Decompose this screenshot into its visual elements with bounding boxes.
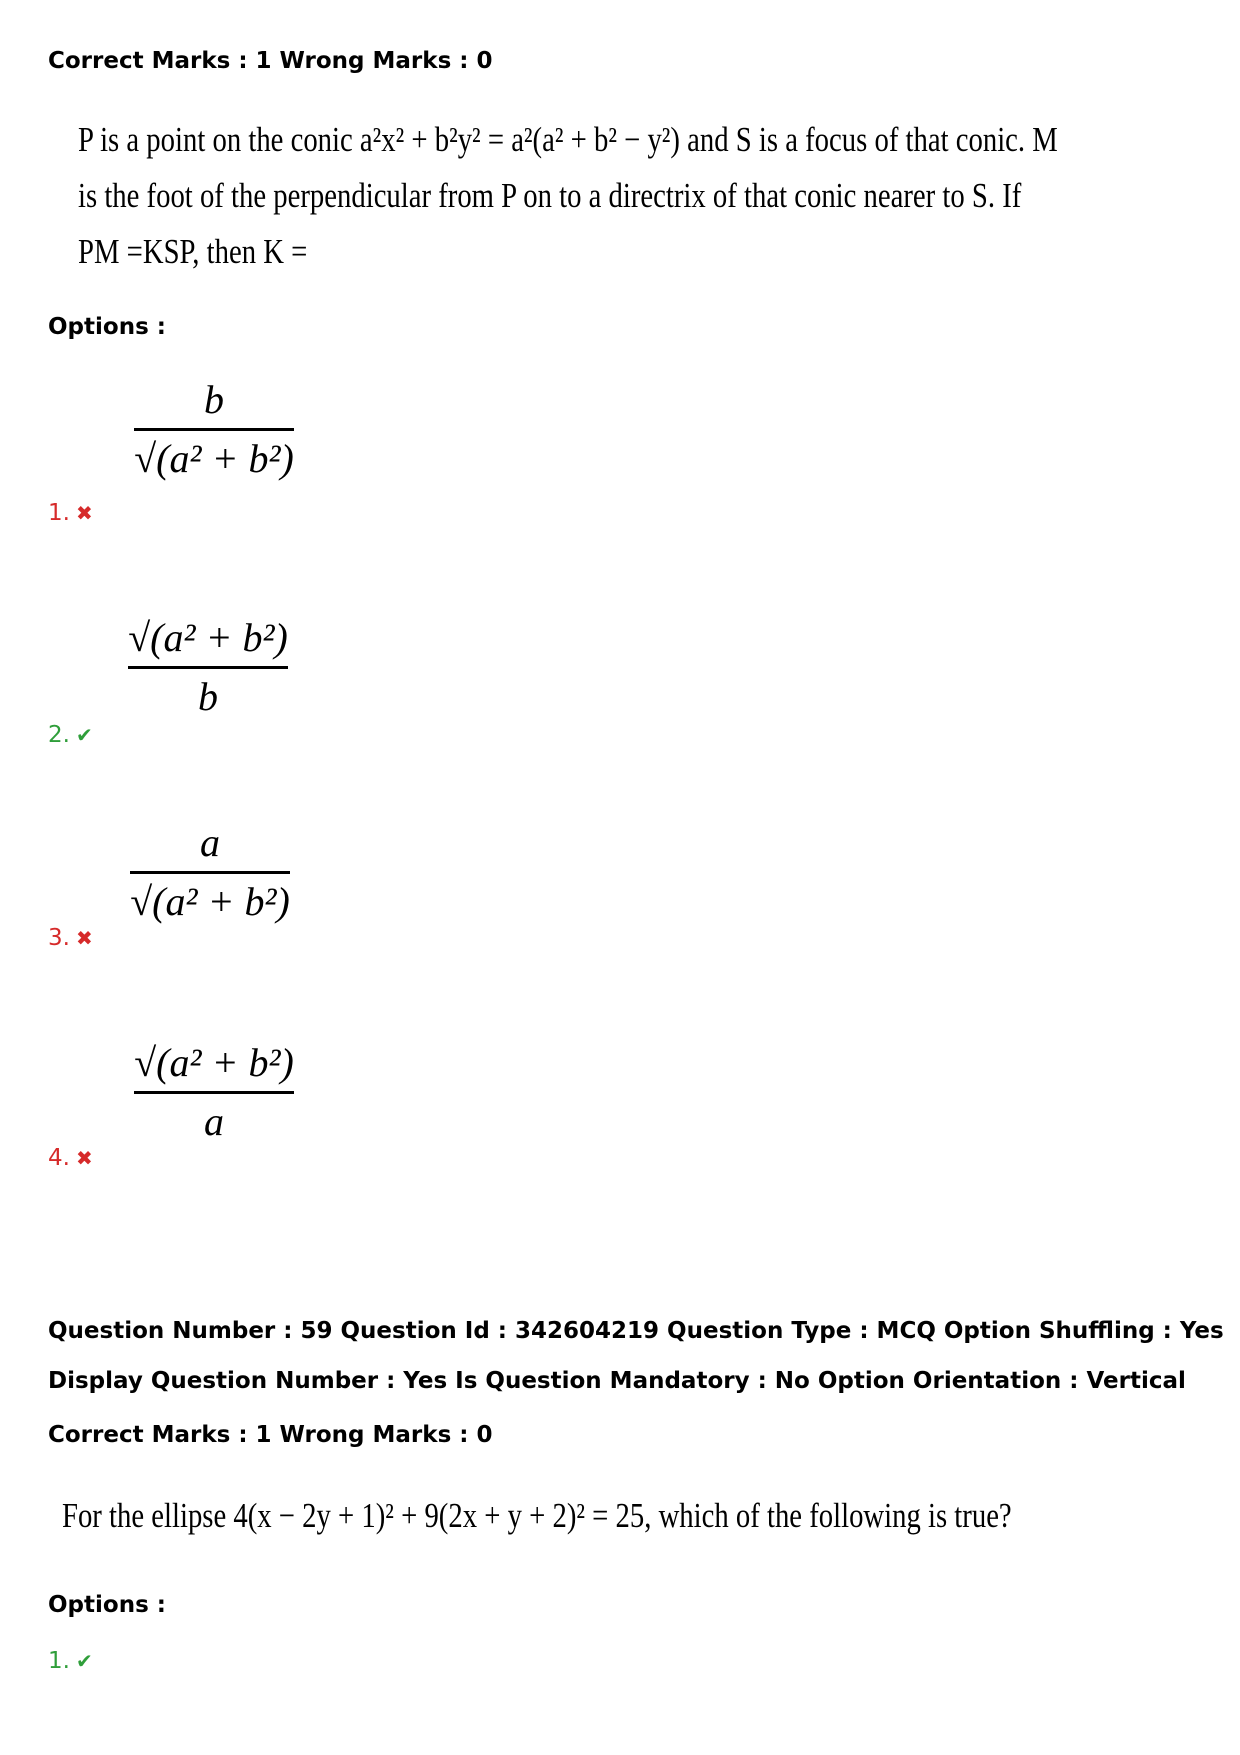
option-4-numerator: √(a² + b²): [134, 1040, 294, 1085]
check-icon: ✔: [75, 1649, 93, 1673]
question-header-line-2: Display Question Number : Yes Is Question Mandatory : No Option Orientation : Vertical: [48, 1368, 1186, 1394]
option-1-fraction[interactable]: [134, 372, 294, 487]
option-4-fraction[interactable]: [134, 1035, 294, 1150]
option-3-denominator: √(a² + b²): [130, 879, 290, 924]
question-header-line-1: Question Number : 59 Question Id : 342604219 Question Type : MCQ Option Shuffling : Yes: [48, 1318, 1224, 1344]
option-4-label[interactable]: [48, 1145, 93, 1171]
marks-info: Correct Marks : 1 Wrong Marks : 0: [48, 1422, 493, 1448]
options-heading: Options :: [48, 314, 166, 340]
option-4-denominator: a: [204, 1099, 224, 1144]
marks-info: Correct Marks : 1 Wrong Marks : 0: [48, 48, 493, 74]
cross-icon: ✖: [75, 1146, 93, 1170]
option-1-numerator: b: [204, 377, 224, 422]
option-1-label[interactable]: [48, 500, 93, 526]
option-2-fraction[interactable]: [128, 610, 288, 725]
question-line-2: is the foot of the perpendicular from P on to a directrix of that conic nearer to S. If: [78, 176, 1022, 215]
question-line-3: PM =KSP, then K =: [78, 232, 308, 271]
option-4-number: 4.: [48, 1145, 70, 1171]
question-line-1: P is a point on the conic a²x² + b²y² = a²(a² + b² − y²) and S is a focus of that conic. M: [78, 120, 1058, 159]
question-text: For the ellipse 4(x − 2y + 1)² + 9(2x + y + 2)² = 25, which of the following is true?: [62, 1496, 1012, 1535]
option-1-number: 1.: [48, 1648, 70, 1674]
option-2-numerator: √(a² + b²): [128, 615, 288, 660]
option-1-number: 1.: [48, 500, 70, 526]
options-heading: Options :: [48, 1592, 166, 1618]
option-1-denominator: √(a² + b²): [134, 436, 294, 481]
option-2-number: 2.: [48, 722, 70, 748]
cross-icon: ✖: [75, 501, 93, 525]
cross-icon: ✖: [75, 926, 93, 950]
option-3-number: 3.: [48, 925, 70, 951]
option-2-denominator: b: [198, 674, 218, 719]
question-text: [78, 112, 1058, 280]
option-3-numerator: a: [200, 820, 220, 865]
option-3-label[interactable]: [48, 925, 93, 951]
option-3-fraction[interactable]: [130, 815, 290, 930]
check-icon: ✔: [75, 723, 93, 747]
option-2-label[interactable]: [48, 722, 93, 748]
option-1-label[interactable]: [48, 1648, 93, 1674]
